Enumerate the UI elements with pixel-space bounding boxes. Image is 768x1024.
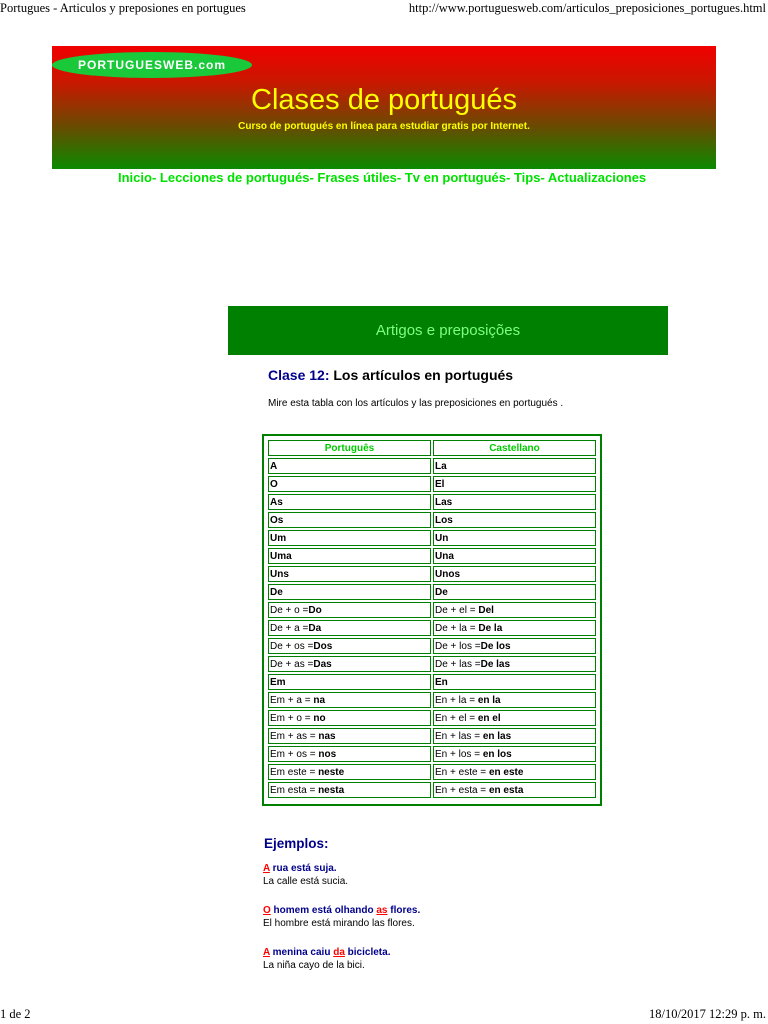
cell-portugues <box>268 710 431 726</box>
nav-link-5[interactable]: Actualizaciones <box>547 170 647 185</box>
nav-link-1[interactable]: Lecciones de portugués <box>159 170 310 185</box>
print-header-title: Portugues - Articulos y preposiones en portugues <box>0 1 246 15</box>
main-nav <box>118 170 646 185</box>
table-row <box>268 602 596 618</box>
table-row <box>268 728 596 744</box>
cell-bold-text: Dos <box>313 640 333 652</box>
nav-separator: - <box>309 170 318 185</box>
cell-castellano <box>433 494 596 510</box>
cell-text: De + las = <box>435 658 481 670</box>
example-highlight: da <box>333 947 345 958</box>
site-logo[interactable]: PORTUGUESWEB.com <box>52 52 252 78</box>
cell-portugues <box>268 548 431 564</box>
example-text: flores. <box>387 905 421 916</box>
cell-portugues <box>268 656 431 672</box>
cell-castellano <box>433 692 596 708</box>
site-subtitle: Curso de portugués en línea para estudiar gratis por Internet. <box>238 121 530 132</box>
table-row <box>268 764 596 780</box>
lesson-heading <box>268 367 513 383</box>
cell-text: Em + o = <box>270 712 314 724</box>
table-row <box>268 674 596 690</box>
cell-text: De + os = <box>270 640 314 652</box>
cell-text: De <box>435 586 448 598</box>
example-text: bicicleta. <box>344 947 391 958</box>
cell-text: En + este = <box>435 766 489 778</box>
cell-bold-text: Das <box>313 658 332 670</box>
cell-text: Una <box>435 550 454 562</box>
cell-text: Um <box>270 532 287 544</box>
cell-portugues <box>268 674 431 690</box>
cell-portugues <box>268 458 431 474</box>
cell-portugues <box>268 566 431 582</box>
table-row <box>268 548 596 564</box>
cell-text: De + el = <box>435 604 479 616</box>
cell-castellano <box>433 746 596 762</box>
cell-portugues <box>268 602 431 618</box>
example-spanish: La niña cayo de la bici. <box>263 960 365 971</box>
cell-portugues <box>268 692 431 708</box>
cell-text: En <box>435 676 448 688</box>
cell-castellano <box>433 530 596 546</box>
cell-castellano <box>433 656 596 672</box>
cell-text: Em esta = <box>270 784 319 796</box>
cell-castellano <box>433 476 596 492</box>
cell-text: Em + os = <box>270 748 319 760</box>
cell-text: Em + a = <box>270 694 314 706</box>
cell-text: De <box>270 586 283 598</box>
cell-bold-text: nesta <box>318 784 345 796</box>
table-row <box>268 620 596 636</box>
cell-bold-text: De los <box>480 640 511 652</box>
cell-castellano <box>433 782 596 798</box>
example-text: homem está olhando <box>270 905 377 916</box>
cell-castellano <box>433 710 596 726</box>
cell-text: Em este = <box>270 766 319 778</box>
cell-castellano <box>433 584 596 600</box>
nav-link-4[interactable]: Tips <box>513 170 541 185</box>
cell-text: Os <box>270 514 284 526</box>
cell-castellano <box>433 548 596 564</box>
nav-link-3[interactable]: Tv en portugués <box>404 170 506 185</box>
nav-separator: - <box>396 170 405 185</box>
cell-bold-text: en las <box>482 730 512 742</box>
cell-portugues <box>268 764 431 780</box>
lesson-title: Los artículos en portugués <box>329 367 514 383</box>
print-header-url: http://www.portuguesweb.com/articulos_preposiciones_portugues.html <box>408 1 766 15</box>
cell-text: De + a = <box>270 622 309 634</box>
cell-bold-text: neste <box>318 766 345 778</box>
example-highlight: A <box>263 947 270 958</box>
table-row <box>268 584 596 600</box>
table-row <box>268 710 596 726</box>
intro-text: Mire esta tabla con los artículos y las preposiciones en portugués . <box>268 398 564 409</box>
example-spanish: El hombre está mirando las flores. <box>263 918 415 929</box>
section-title: Artigos e preposições <box>228 306 668 355</box>
example-spanish: La calle está sucia. <box>263 876 349 887</box>
cell-bold-text: nos <box>318 748 337 760</box>
nav-separator: - <box>505 170 514 185</box>
cell-castellano <box>433 638 596 654</box>
cell-text: Un <box>435 532 449 544</box>
example-portuguese <box>263 905 420 916</box>
print-footer-datetime: 18/10/2017 12:29 p. m. <box>648 1007 766 1021</box>
cell-portugues <box>268 728 431 744</box>
cell-text: En + esta = <box>435 784 489 796</box>
cell-text: Las <box>435 496 453 508</box>
table-row <box>268 530 596 546</box>
print-footer-page: 1 de 2 <box>0 1007 31 1021</box>
cell-bold-text: en esta <box>488 784 524 796</box>
cell-text: A <box>270 460 278 472</box>
cell-castellano <box>433 566 596 582</box>
table-header-castellano: Castellano <box>433 440 596 456</box>
lesson-number: Clase 12: <box>268 367 330 383</box>
cell-text: Los <box>435 514 453 526</box>
cell-text: Uns <box>270 568 289 580</box>
cell-text: O <box>270 478 278 490</box>
cell-castellano <box>433 764 596 780</box>
table-row <box>268 638 596 654</box>
cell-bold-text: na <box>313 694 326 706</box>
table-row <box>268 566 596 582</box>
cell-text: En + la = <box>435 694 478 706</box>
cell-portugues <box>268 620 431 636</box>
cell-text: De + as = <box>270 658 314 670</box>
table-row <box>268 692 596 708</box>
example-item <box>263 905 420 929</box>
example-highlight: as <box>376 905 388 916</box>
cell-bold-text: Del <box>478 604 494 616</box>
table-row <box>268 458 596 474</box>
example-item <box>263 863 348 887</box>
cell-castellano <box>433 458 596 474</box>
cell-bold-text: De las <box>480 658 511 670</box>
cell-portugues <box>268 476 431 492</box>
cell-portugues <box>268 494 431 510</box>
nav-link-0[interactable]: Inicio <box>118 170 152 185</box>
cell-castellano <box>433 674 596 690</box>
example-text: rua está suja. <box>269 863 337 874</box>
example-highlight: A <box>263 863 270 874</box>
cell-portugues <box>268 584 431 600</box>
cell-bold-text: en la <box>477 694 501 706</box>
cell-text: De + o = <box>270 604 309 616</box>
table-row <box>268 656 596 672</box>
table-row <box>268 512 596 528</box>
example-text: menina caiu <box>269 947 334 958</box>
cell-bold-text: no <box>313 712 326 724</box>
cell-bold-text: De la <box>478 622 503 634</box>
example-highlight: O <box>263 905 271 916</box>
cell-bold-text: Do <box>308 604 322 616</box>
table-row <box>268 476 596 492</box>
example-portuguese <box>263 863 348 874</box>
cell-bold-text: en los <box>482 748 512 760</box>
cell-portugues <box>268 512 431 528</box>
cell-text: En + el = <box>435 712 478 724</box>
nav-separator: - <box>151 170 160 185</box>
nav-separator: - <box>540 170 548 185</box>
cell-portugues <box>268 746 431 762</box>
articles-table <box>262 434 602 806</box>
cell-bold-text: en este <box>488 766 524 778</box>
cell-portugues <box>268 638 431 654</box>
table-row <box>268 782 596 798</box>
cell-castellano <box>433 512 596 528</box>
cell-portugues <box>268 782 431 798</box>
cell-text: En + las = <box>435 730 483 742</box>
cell-bold-text: en el <box>477 712 501 724</box>
cell-bold-text: nas <box>318 730 336 742</box>
cell-text: De + la = <box>435 622 479 634</box>
cell-castellano <box>433 728 596 744</box>
cell-text: Unos <box>435 568 460 580</box>
example-item <box>263 947 390 971</box>
cell-text: De + los = <box>435 640 481 652</box>
cell-castellano <box>433 602 596 618</box>
site-title: Clases de portugués <box>251 84 517 116</box>
nav-link-2[interactable]: Frases útiles <box>317 170 397 185</box>
cell-bold-text: Da <box>308 622 322 634</box>
cell-text: Em + as = <box>270 730 319 742</box>
table-row <box>268 746 596 762</box>
cell-text: As <box>270 496 283 508</box>
cell-portugues <box>268 530 431 546</box>
cell-text: Em <box>270 676 286 688</box>
example-portuguese <box>263 947 390 958</box>
cell-text: La <box>435 460 447 472</box>
table-header-portugues: Português <box>268 440 431 456</box>
cell-text: El <box>435 478 445 490</box>
site-banner <box>52 46 716 169</box>
table-row <box>268 494 596 510</box>
cell-text: Uma <box>270 550 292 562</box>
examples-title: Ejemplos: <box>264 836 329 851</box>
cell-castellano <box>433 620 596 636</box>
cell-text: En + los = <box>435 748 483 760</box>
